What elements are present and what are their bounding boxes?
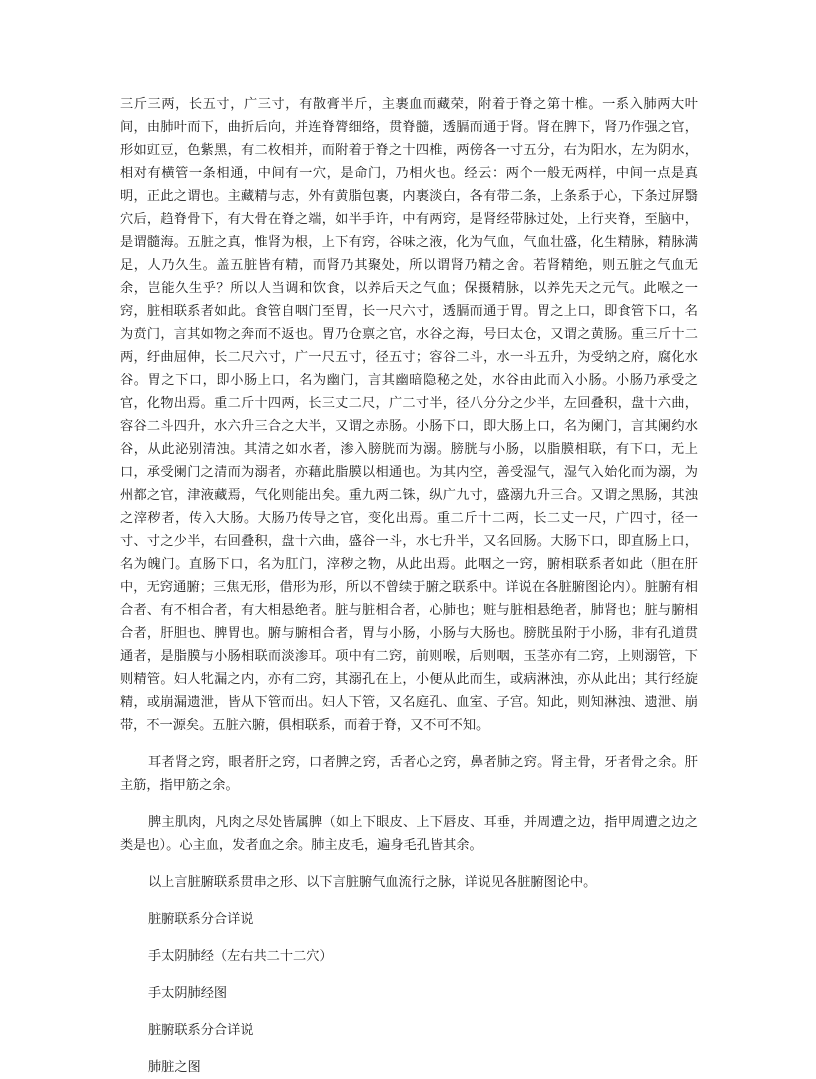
section-heading-2: 手太阴肺经（左右共二十二穴） bbox=[148, 949, 333, 964]
section-heading-1: 脏腑联系分合详说 bbox=[148, 912, 254, 927]
section-heading-4: 脏腑联系分合详说 bbox=[148, 1023, 254, 1038]
body-paragraph-2: 耳者肾之窍，眼者肝之窍，口者脾之窍，舌者心之窍，鼻者肺之窍。肾主骨，牙者骨之余。肝主筋，指甲筋之余。 bbox=[120, 755, 698, 793]
document-page bbox=[120, 93, 698, 1079]
body-paragraph-4: 以上言脏腑联系贯串之形、以下言脏腑气血流行之脉，详说见各脏腑图论中。 bbox=[148, 875, 597, 890]
section-heading-5: 肺脏之图 bbox=[148, 1060, 201, 1075]
section-heading-3: 手太阴肺经图 bbox=[148, 986, 228, 1001]
body-paragraph-1: 三斤三两，长五寸，广三寸，有散膏半斤，主裹血而藏荣，附着于脊之第十椎。一系入肺两大叶间，由肺叶而下，曲折后向，并连脊膂细络，贯脊髓，透膈而通于肾。肾在脾下，肾乃作强之官，形如豇豆，色紫黑，有二枚相并，而附着于脊之十四椎，两傍各一寸五分，右为阳水，左为阴水，相对有横管一条相通，中间有一穴，是命门，乃相火也。经云：两个一般无两样，中间一点是真明，正此之谓也。主藏精与志，外有黄脂包裹，内裹淡白，各有带二条，上条系于心，下条过屏翳穴后，趋脊骨下，有大骨在脊之端，如半手许，中有两窍，是肾经带脉过处，上行夹脊，至脑中，是谓髓海。五脏之真，惟肾为根，上下有窍，谷味之液，化为气血，气血壮盛，化生精脉，精脉满足，人乃久生。盖五脏皆有精，而肾乃其聚处，所以谓肾乃精之舍。若肾精绝，则五脏之气血无余，岂能久生乎？所以人当调和饮食，以养后天之气血；保摄精脉，以养先天之元气。此喉之一窍，脏相联系者如此。食管自咽门至胃，长一尺六寸，透膈而通于胃。胃之上口，即食管下口，名为贲门，言其如物之奔而不返也。胃乃仓禀之官，水谷之海，号曰太仓，又谓之黄肠。重三斤十二两，纡曲屈伸，长二尺六寸，广一尺五寸，径五寸；容谷二斗，水一斗五升，为受纳之府，腐化水谷。胃之下口，即小肠上口，名为幽门，言其幽暗隐秘之处，水谷由此而入小肠。小肠乃承受之官，化物出焉。重二斤十四两，长三丈二尺，广二寸半，径八分分之少半，左回叠积，盘十六曲，容谷二斗四升，水六升三合之大半，又谓之赤肠。小肠下口，即大肠上口，名为阑门，言其阑约水谷，从此泌别清浊。其清之如水者，渗入膀胱而为溺。膀胱与小肠，以脂膜相联，有下口，无上口，承受阑门之清而为溺者，亦藉此脂膜以相通也。为其内空，善受湿气，湿气入始化而为溺，为州都之官，津液藏焉，气化则能出矣。重九两二铢，纵广九寸，盛溺九升三合。又谓之黑肠，其浊之滓秽者，传入大肠。大肠乃传导之官，变化出焉。重二斤十二两，长二丈一尺，广四寸，径一寸、寸之少半，右回叠积，盘十六曲，盛谷一斗，水七升半，又名回肠。大肠下口，即直肠上口，名为魄门。直肠下口，名为肛门，滓秽之物，从此出焉。此咽之一窍，腑相联系者如此（胆在肝中，无窍通腑；三焦无形，借形为形，所以不曾续于腑之联系中。详说在各脏腑图论内）。脏腑有相合者、有不相合者，有大相悬绝者。脏与脏相合者，心肺也；赃与脏相悬绝者，肺肾也；脏与腑相合者，肝胆也、脾胃也。腑与腑相合者，胃与小肠，小肠与大肠也。膀胱虽附于小肠，非有孔道贯通者，是脂膜与小肠相联而淡渗耳。项中有二窍，前则喉，后则咽，玉茎亦有二窍，上则溺管，下则精管。妇人牝漏之内，亦有二窍，其溺孔在上，小便从此而生，或病淋浊，亦从此出；其行经旋精，或崩漏遗泄，皆从下管而出。妇人下管，又名庭孔、血室、子宫。知此，则知淋浊、遗泄、崩带，不一源矣。五脏六腑，俱相联系，而着于脊，又不可不知。 bbox=[120, 97, 698, 733]
body-paragraph-3: 脾主肌肉，凡肉之尽处皆属脾（如上下眼皮、上下唇皮、耳垂，并周遭之边，指甲周遭之边之类是也）。心主血，发者血之余。肺主皮毛，遍身毛孔皆其余。 bbox=[120, 815, 698, 853]
